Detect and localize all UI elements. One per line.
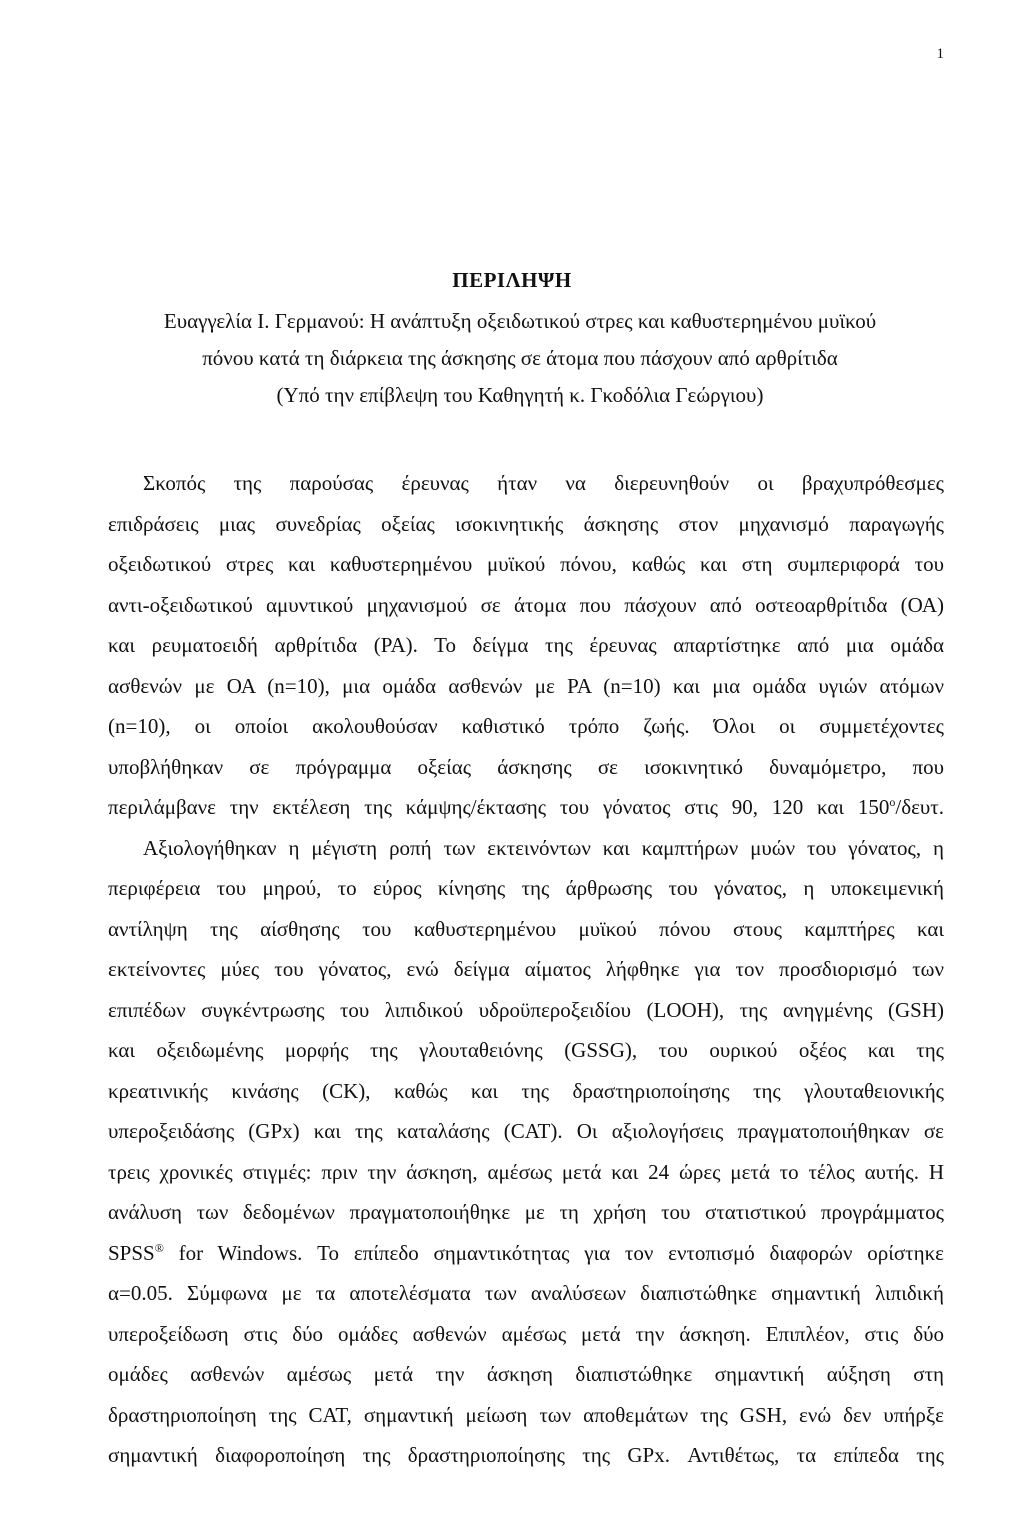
registered-superscript: ® [154,1240,164,1255]
paragraph-line: και οξειδωμένης μορφής της γλουταθειόνης (GSSG), του ουρικού οξέος και της [108,1038,944,1062]
thesis-author-title-line: Ευαγγελία Ι. Γερμανού: Η ανάπτυξη οξειδωτικού στρες και καθυστερημένου μυϊκού [163,309,877,333]
paragraph-line: α=0.05. Σύμφωνα με τα αποτελέσματα των αναλύσεων διαπιστώθηκε σημαντική λιπιδική [108,1281,944,1305]
line-text: περιλάμβανε την εκτέλεση της κάμψης/έκτασης του γόνατος στις 90, 120 και 150 [108,795,890,819]
paragraph-line: δραστηριοποίηση της CAT, σημαντική μείωση των αποθεμάτων της GSH, ενώ δεν υπήρξε [108,1402,944,1427]
paragraph-line: Σκοπός της παρούσας έρευνας ήταν να διερευνηθούν οι βραχυπρόθεσμες [143,471,944,495]
paragraph-line: περιφέρεια του μηρού, το εύρος κίνησης της άρθρωσης του γόνατος, η υποκειμενική [108,876,944,900]
paragraph-line: και ρευματοειδή αρθρίτιδα (ΡΑ). Το δείγμα της έρευνας απαρτίστηκε από μια ομάδα [108,633,944,657]
paragraph-line: υπεροξείδωση στις δύο ομάδες ασθενών αμέσως μετά την άσκηση. Επιπλέον, στις δύο [108,1321,944,1346]
thesis-title-line: πόνου κατά τη διάρκεια της άσκησης σε άτομα που πάσχουν από αρθρίτιδα [202,346,838,370]
paragraph-line: επιδράσεις μιας συνεδρίας οξείας ισοκινητικής άσκησης στον μηχανισμό παραγωγής [108,511,944,536]
paragraph-line [108,1233,944,1274]
paragraph-line: ανάλυση των δεδομένων πραγματοποιήθηκε με τη χρήση του στατιστικού προγράμματος [108,1200,944,1224]
paragraph-line: υποβλήθηκαν σε πρόγραμμα οξείας άσκησης σε ισοκινητικό δυναμόμετρο, που [108,754,944,779]
paragraph-line: Αξιολογήθηκαν η μέγιστη ροπή των εκτεινόντων και καμπτήρων μυών του γόνατος, η [143,835,944,860]
paragraph-line: αντίληψη της αίσθησης του καθυστερημένου μυϊκού πόνου στους καμπτήρες και [108,916,944,941]
degree-superscript: o [889,795,896,809]
paragraph-line: αντι-οξειδωτικού αμυντικού μηχανισμού σε άτομα που πάσχουν από οστεοαρθρίτιδα (ΟΑ) [108,592,944,617]
paragraph-line: τρεις χρονικές στιγμές: πριν την άσκηση, αμέσως μετά και 24 ώρες μετά το τέλος αυτής. Η [108,1159,944,1184]
paragraph-line: κρεατινικής κινάσης (CK), καθώς και της δραστηριοποίησης της γλουταθειονικής [108,1078,944,1103]
thesis-header [100,303,940,414]
page-title: ΠΕΡΙΛΗΨΗ [452,268,572,292]
paragraph-line: (n=10), οι οποίοι ακολουθούσαν καθιστικό τρόπο ζωής. Όλοι οι συμμετέχοντες [108,714,944,738]
paragraph-line: επιπέδων συγκέντρωσης του λιπιδικού υδροϋπεροξειδίου (LOOH), της ανηγμένης (GSH) [108,997,944,1022]
paragraph-line [108,787,944,828]
paragraph-line: εκτείνοντες μύες του γόνατος, ενώ δείγμα αίματος λήφθηκε για τον προσδιορισμό των [108,957,944,981]
paragraph-line: ασθενών με ΟΑ (n=10), μια ομάδα ασθενών με ΡΑ (n=10) και μια ομάδα υγιών ατόμων [108,673,944,698]
paragraph-line: οξειδωτικού στρες και καθυστερημένου μυϊκού πόνου, καθώς και στη συμπεριφορά του [108,552,944,576]
line-text: for Windows. Το επίπεδο σημαντικότητας για τον εντοπισμό διαφορών ορίστηκε [163,1240,944,1265]
thesis-supervisor-line: (Υπό την επίβλεψη του Καθηγητή κ. Γκοδόλια Γεώργιου) [276,383,764,407]
abstract-body [108,463,944,1476]
paragraph-line: σημαντική διαφοροποίηση της δραστηριοποίησης της GPx. Αντιθέτως, τα επίπεδα της [108,1443,944,1467]
paragraph-line: ομάδες ασθενών αμέσως μετά την άσκηση διαπιστώθηκε σημαντική αύξηση στη [108,1362,944,1386]
line-text: SPSS [108,1240,155,1265]
line-text: /δευτ. [895,795,944,819]
page-number: 1 [936,46,944,62]
paragraph-line: υπεροξειδάσης (GPx) και της καταλάσης (CAT). Οι αξιολογήσεις πραγματοποιήθηκαν σε [108,1119,944,1143]
